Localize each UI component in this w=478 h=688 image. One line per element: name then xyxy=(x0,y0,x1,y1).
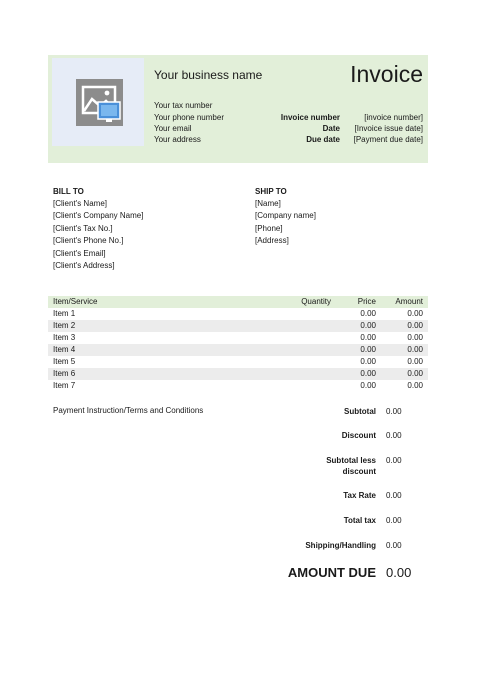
invoice-due-date-label: Due date xyxy=(306,135,340,144)
business-tax-number: Your tax number xyxy=(154,101,213,110)
item-price[interactable]: 0.00 xyxy=(360,357,376,366)
item-price[interactable]: 0.00 xyxy=(360,381,376,390)
ship-to-heading: SHIP TO xyxy=(255,187,287,196)
subtotal-value: 0.00 xyxy=(386,407,402,416)
business-address: Your address xyxy=(154,135,201,144)
item-price[interactable]: 0.00 xyxy=(360,309,376,318)
bill-to-line[interactable]: [Client's Company Name] xyxy=(53,211,144,220)
shipping-value[interactable]: 0.00 xyxy=(386,541,402,550)
table-row[interactable] xyxy=(48,356,428,368)
image-placeholder-icon xyxy=(76,79,123,126)
tax-rate-value[interactable]: 0.00 xyxy=(386,491,402,500)
items-table-header xyxy=(48,296,428,308)
item-name[interactable]: Item 3 xyxy=(53,333,76,342)
items-table xyxy=(48,296,428,392)
header-item: Item/Service xyxy=(53,297,98,306)
item-name[interactable]: Item 1 xyxy=(53,309,76,318)
amount-due-value: 0.00 xyxy=(386,565,412,580)
discount-value[interactable]: 0.00 xyxy=(386,431,402,440)
invoice-number-label: Invoice number xyxy=(280,113,340,122)
table-row[interactable] xyxy=(48,344,428,356)
table-row[interactable] xyxy=(48,308,428,320)
item-amount: 0.00 xyxy=(407,357,423,366)
bill-to-line[interactable]: [Client's Email] xyxy=(53,249,106,258)
item-name[interactable]: Item 7 xyxy=(53,381,76,390)
item-amount: 0.00 xyxy=(407,309,423,318)
total-tax-label: Total tax xyxy=(343,516,376,525)
table-row[interactable] xyxy=(48,332,428,344)
item-price[interactable]: 0.00 xyxy=(360,369,376,378)
item-amount: 0.00 xyxy=(407,333,423,342)
header-quantity: Quantity xyxy=(301,297,331,306)
payment-terms[interactable]: Payment Instruction/Terms and Conditions xyxy=(53,406,204,415)
discount-label: Discount xyxy=(341,431,376,440)
subtotal-less-discount-value: 0.00 xyxy=(386,456,402,465)
item-name[interactable]: Item 6 xyxy=(53,369,76,378)
ship-to-line[interactable]: [Address] xyxy=(255,236,289,245)
bill-to-line[interactable]: [Client's Name] xyxy=(53,199,107,208)
invoice-date-value[interactable]: [Invoice issue date] xyxy=(354,124,423,133)
item-name[interactable]: Item 4 xyxy=(53,345,76,354)
item-name[interactable]: Item 2 xyxy=(53,321,76,330)
ship-to-line[interactable]: [Company name] xyxy=(255,211,316,220)
invoice-due-date-value[interactable]: [Payment due date] xyxy=(353,135,423,144)
subtotal-label: Subtotal xyxy=(344,407,376,416)
item-name[interactable]: Item 5 xyxy=(53,357,76,366)
business-phone: Your phone number xyxy=(154,113,224,122)
tax-rate-label: Tax Rate xyxy=(343,491,376,500)
bill-to-line[interactable]: [Client's Address] xyxy=(53,261,115,270)
bill-to-line[interactable]: [Client's Tax No.] xyxy=(53,224,113,233)
item-price[interactable]: 0.00 xyxy=(360,333,376,342)
business-name: Your business name xyxy=(154,68,263,82)
invoice-number-value[interactable]: [invoice number] xyxy=(364,113,423,122)
ship-to-line[interactable]: [Name] xyxy=(255,199,281,208)
invoice-date-label: Date xyxy=(322,124,340,133)
item-amount: 0.00 xyxy=(407,345,423,354)
ship-to-line[interactable]: [Phone] xyxy=(255,224,283,233)
table-row[interactable] xyxy=(48,320,428,332)
subtotal-less-discount-label: Subtotal less discount xyxy=(326,456,376,476)
table-row[interactable] xyxy=(48,368,428,380)
header-price: Price xyxy=(357,297,376,306)
item-amount: 0.00 xyxy=(407,381,423,390)
total-tax-value: 0.00 xyxy=(386,516,402,525)
business-email: Your email xyxy=(154,124,192,133)
item-amount: 0.00 xyxy=(407,321,423,330)
table-row[interactable] xyxy=(48,380,428,392)
invoice-title: Invoice xyxy=(350,61,423,87)
amount-due-label: AMOUNT DUE xyxy=(287,565,376,580)
shipping-label: Shipping/Handling xyxy=(305,541,376,550)
item-price[interactable]: 0.00 xyxy=(360,321,376,330)
item-amount: 0.00 xyxy=(407,369,423,378)
bill-to-heading: BILL TO xyxy=(53,187,84,196)
item-price[interactable]: 0.00 xyxy=(360,345,376,354)
bill-to-line[interactable]: [Client's Phone No.] xyxy=(53,236,124,245)
header-amount: Amount xyxy=(395,297,423,306)
